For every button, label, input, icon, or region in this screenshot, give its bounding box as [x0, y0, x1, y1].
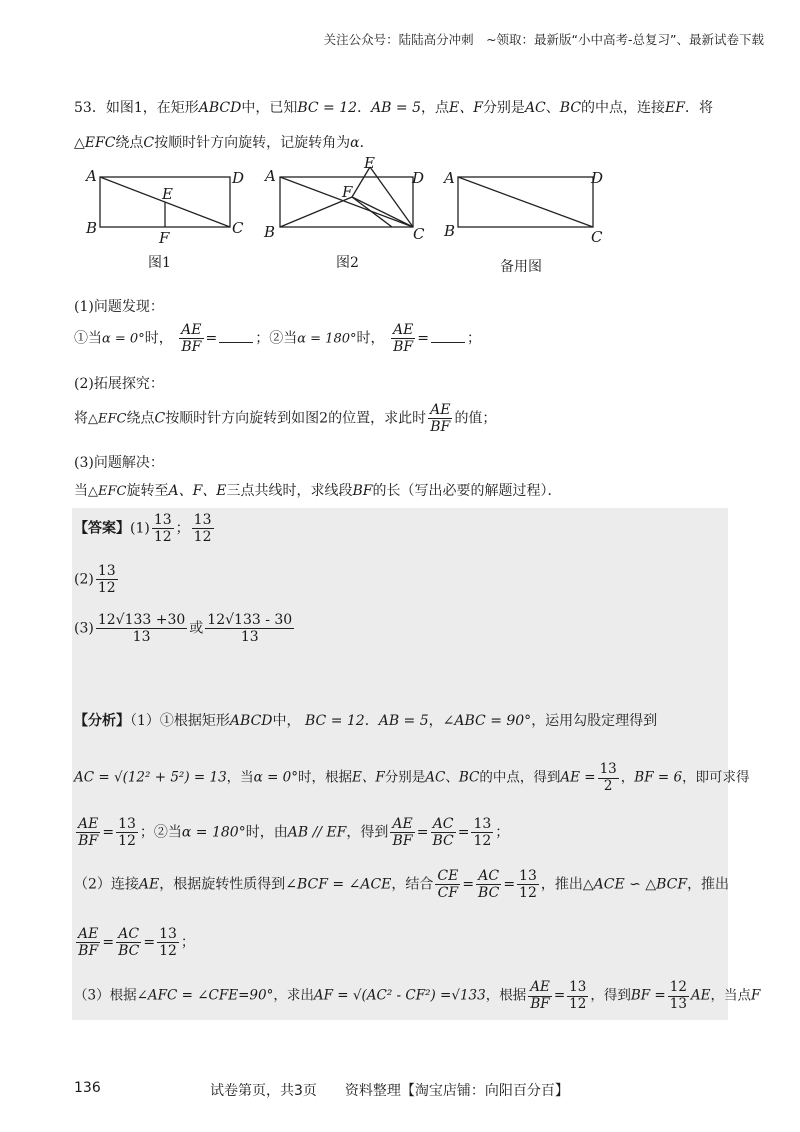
text: ∠AFC = ∠CFE=90°	[136, 987, 274, 1004]
text: =	[553, 987, 566, 1004]
part1-title: (1)问题发现：	[74, 299, 164, 315]
numerator: AC	[432, 816, 454, 832]
denominator: 12	[153, 529, 172, 546]
denominator: BF	[393, 339, 414, 356]
text: =	[503, 876, 516, 893]
numerator: 13	[97, 563, 116, 579]
denominator: BF	[78, 943, 99, 960]
text: AE	[138, 876, 160, 893]
numerator: 13	[569, 979, 587, 995]
answer-label: 【答案】	[74, 520, 130, 537]
problem-line-1	[74, 97, 713, 117]
fig3-label-d: D	[591, 169, 604, 187]
denominator: 13	[132, 629, 151, 646]
text: C	[154, 410, 166, 427]
denominator: 12	[519, 885, 537, 902]
fig1-caption: 图1	[148, 255, 171, 271]
text: ，结合	[391, 876, 434, 893]
denominator: 2	[603, 777, 613, 794]
text: ，求出	[273, 987, 314, 1004]
part3-question	[74, 480, 562, 500]
text: =	[143, 934, 156, 951]
text: ，	[620, 769, 635, 786]
fraction-13-12	[192, 512, 214, 545]
text: ABCD	[198, 100, 242, 116]
denominator: 13	[669, 995, 687, 1012]
numerator: 13	[153, 512, 172, 528]
answer-line-2	[74, 563, 120, 596]
text: ①当	[74, 330, 102, 347]
text: 绕点	[115, 135, 144, 151]
text: ，推出	[540, 876, 583, 893]
problem-line-2	[74, 132, 374, 152]
page-number: 136	[74, 1080, 101, 1096]
text: ．	[359, 135, 374, 151]
text: ；②当	[139, 824, 182, 841]
text: 分别是	[482, 100, 525, 116]
text: ，得到	[590, 987, 631, 1004]
analysis-line-5	[74, 926, 195, 959]
text: α = 0°	[253, 769, 299, 786]
fraction-12-13	[668, 980, 689, 1012]
denominator: BC	[478, 885, 500, 902]
text: (1)	[130, 520, 150, 537]
fig2-label-a: A	[265, 167, 276, 185]
text: ；	[175, 520, 190, 537]
denominator: BF	[530, 995, 550, 1012]
numerator: AC	[478, 868, 500, 884]
answer-blank-1[interactable]	[219, 330, 253, 343]
text: ，即可求得	[682, 769, 750, 786]
text: A、F、E	[168, 483, 227, 499]
denominator: 13	[240, 629, 259, 646]
denominator: 12	[473, 833, 492, 850]
text: AF = √(AC² - CF²) =√133	[313, 987, 486, 1004]
text: BC	[559, 100, 582, 116]
text: ，运用勾股定理得到	[531, 713, 658, 729]
fraction-ae-bf	[76, 926, 100, 959]
text: △EFC	[88, 484, 127, 499]
text: ，当	[226, 769, 254, 786]
denominator: 12	[569, 995, 587, 1012]
fraction-ae-bf	[76, 816, 100, 849]
text: AC	[425, 769, 446, 786]
text: △EFC	[74, 135, 116, 151]
text: 时，根据	[298, 769, 353, 786]
numerator: AE	[530, 979, 550, 995]
text: ，	[428, 713, 443, 729]
fraction-ac-bc	[476, 868, 501, 901]
text: 、	[445, 769, 459, 786]
text: ，当点	[710, 987, 752, 1004]
denominator: BF	[181, 339, 202, 356]
text: AB = 5	[378, 713, 429, 729]
text: 当	[74, 483, 88, 499]
text: 或	[189, 620, 204, 637]
text: α = 0°	[102, 331, 145, 347]
analysis-line-6	[74, 980, 760, 1012]
text: ，点	[421, 100, 449, 116]
denominator: 12	[159, 943, 177, 960]
text: ．将	[684, 100, 713, 116]
fraction-13-12	[471, 816, 493, 849]
fig2-segment-f-extra	[352, 197, 392, 227]
fig2-label-f: F	[342, 183, 353, 201]
numerator: 13	[519, 868, 537, 884]
text: （3）根据	[74, 987, 137, 1004]
fraction-ae-bf	[428, 402, 452, 435]
fraction-13-12	[96, 563, 118, 596]
numerator: 13	[473, 816, 492, 832]
fig1-label-c: C	[232, 219, 244, 237]
text: α	[350, 135, 360, 151]
text: ；	[467, 330, 482, 347]
text: （1）①根据矩形	[130, 713, 230, 729]
fraction-ae-bf	[391, 322, 415, 355]
text: 时，由	[245, 824, 288, 841]
text: (3)	[74, 620, 94, 637]
text: F	[751, 987, 761, 1004]
fig2-label-e: E	[364, 154, 375, 172]
text: 将	[74, 410, 88, 427]
numerator: AE	[78, 926, 99, 942]
text: 的值；	[454, 410, 497, 427]
analysis-line-3	[74, 816, 509, 849]
numerator: AC	[118, 926, 140, 942]
numerator: AE	[392, 322, 414, 338]
text: （2）连接	[74, 876, 139, 893]
text: 按顺时针方向旋转到如图2的位置，求此时	[165, 410, 427, 427]
text: 按顺时针方向旋转，记旋转角为	[154, 135, 351, 151]
denominator: 12	[97, 580, 116, 597]
text: AE =	[560, 769, 596, 786]
answer-line-3	[74, 612, 296, 645]
fraction-13-12	[152, 512, 174, 545]
text: AB = 5	[371, 100, 421, 116]
text: ；②当	[255, 330, 298, 347]
text: ，根据旋转性质得到	[159, 876, 286, 893]
denominator: BF	[78, 833, 99, 850]
text: △EFC	[88, 411, 127, 427]
text: 分别是	[384, 769, 426, 786]
text: BF	[352, 483, 373, 499]
numerator: CE	[437, 868, 459, 884]
text: C	[143, 135, 155, 151]
fraction-13-12	[116, 816, 138, 849]
text: AB // EF	[287, 824, 347, 841]
fraction-13-12	[517, 868, 539, 901]
fig2-label-d: D	[412, 169, 425, 187]
fig2-segment-bf	[280, 197, 352, 227]
text: ∠BCF = ∠ACE	[285, 876, 392, 893]
analysis-label: 【分析】	[74, 713, 130, 729]
numerator: AE	[430, 402, 451, 418]
text: =	[462, 876, 475, 893]
analysis-line-1	[74, 710, 657, 730]
fraction-answer-minus	[205, 612, 294, 645]
fig3-label-c: C	[591, 228, 603, 246]
part2-question	[74, 402, 496, 435]
fig1-label-a: A	[86, 167, 97, 185]
part3-title: (3)问题解决：	[74, 455, 164, 471]
text: E、F	[449, 100, 483, 116]
footer-text: 试卷第页，共3页 资料整理【淘宝店铺：向阳百分百】	[210, 1083, 569, 1099]
numerator: AE	[78, 816, 99, 832]
numerator: 13	[193, 512, 212, 528]
text: =	[416, 824, 429, 841]
fraction-ce-cf	[435, 868, 460, 901]
text: 时，	[356, 330, 385, 347]
numerator: 13	[159, 926, 177, 942]
text: ABCD	[229, 713, 273, 729]
text: ∠ABC = 90°	[442, 713, 532, 729]
text: △ACE ∽ △BCF	[582, 876, 688, 893]
numerator: 13	[118, 816, 136, 832]
part2-title: (2)拓展探究：	[74, 376, 164, 392]
fraction-ac-bc	[430, 816, 455, 849]
text: BC = 12	[304, 713, 365, 729]
text: =	[457, 824, 470, 841]
text: ，推出	[687, 876, 730, 893]
text: 绕点	[126, 410, 155, 427]
answer-blank-2[interactable]	[431, 330, 465, 343]
fig1-label-f: F	[159, 229, 170, 247]
answer-line-1	[74, 512, 216, 545]
text: ．	[364, 713, 379, 729]
denominator: BC	[432, 833, 454, 850]
fraction-13-2	[598, 762, 619, 794]
denominator: BC	[118, 943, 140, 960]
fig1-label-b: B	[86, 219, 98, 237]
numerator: 12	[669, 979, 687, 995]
text: α = 180°	[297, 331, 357, 347]
text: =	[205, 330, 218, 347]
text: EF	[665, 100, 685, 116]
text: ．	[357, 100, 372, 116]
fraction-ae-bf	[179, 322, 203, 355]
text: ，得到	[346, 824, 389, 841]
fraction-13-12	[157, 926, 179, 959]
fig3-label-b: B	[444, 222, 456, 240]
fig2-label-c: C	[413, 225, 425, 243]
denominator: CF	[437, 885, 459, 902]
fig1-label-e: E	[162, 185, 173, 203]
fraction-ac-bc	[116, 926, 141, 959]
text: ；	[180, 934, 195, 951]
text: AC	[524, 100, 546, 116]
text: 的中点，得到	[479, 769, 561, 786]
numerator: 13	[599, 761, 617, 777]
fraction-13-12	[567, 980, 588, 1012]
text: AE	[690, 987, 711, 1004]
text: 中，	[272, 713, 301, 729]
fraction-ae-bf	[390, 816, 414, 849]
fig3-caption: 备用图	[500, 259, 542, 275]
text: AC = √(12² + 5²) = 13	[74, 769, 227, 786]
text: BF =	[630, 987, 666, 1004]
denominator: 12	[118, 833, 136, 850]
figures	[70, 155, 750, 290]
numerator: 12√133 +30	[97, 612, 186, 628]
numerator: AE	[181, 322, 202, 338]
text: 的中点，连接	[581, 100, 666, 116]
text: α = 180°	[181, 824, 246, 841]
denominator: BF	[392, 833, 413, 850]
fraction-ae-bf	[528, 980, 552, 1012]
text: E、F	[352, 769, 385, 786]
text: 53．如图1，在矩形	[74, 100, 199, 116]
text: BC	[458, 769, 480, 786]
text: ；	[495, 824, 510, 841]
fig2-segment-ec	[370, 167, 413, 227]
text: BF = 6	[634, 769, 683, 786]
analysis-line-4	[74, 868, 729, 901]
fig2-caption: 图2	[336, 255, 359, 271]
denominator: 12	[193, 529, 212, 546]
fig1-label-d: D	[232, 169, 245, 187]
text: 三点共线时，求线段	[226, 483, 353, 499]
text: BC = 12	[297, 100, 358, 116]
fig2-label-b: B	[264, 223, 276, 241]
part1-question	[74, 322, 481, 355]
text: =	[102, 824, 115, 841]
fig3-diagonal-ac	[458, 177, 593, 227]
text: =	[102, 934, 115, 951]
numerator: 12√133 - 30	[207, 612, 293, 628]
text: 、	[545, 100, 560, 116]
text: 的长（写出必要的解题过程）．	[372, 483, 562, 499]
text: ，根据	[485, 987, 527, 1004]
page-header: 关注公众号：陆陆高分冲刺 ~领取：最新版“小中高考-总复习”、最新试卷下载	[323, 32, 764, 47]
numerator: AE	[392, 816, 413, 832]
analysis-line-2	[74, 762, 750, 794]
fig2-segment-fc	[352, 197, 413, 227]
text: 中，已知	[241, 100, 298, 116]
text: 时，	[144, 330, 173, 347]
fraction-answer-plus	[96, 612, 187, 645]
text: (2)	[74, 571, 94, 588]
text: =	[417, 330, 430, 347]
fig3-label-a: A	[444, 169, 455, 187]
text: 旋转至	[126, 483, 169, 499]
denominator: BF	[430, 419, 451, 436]
